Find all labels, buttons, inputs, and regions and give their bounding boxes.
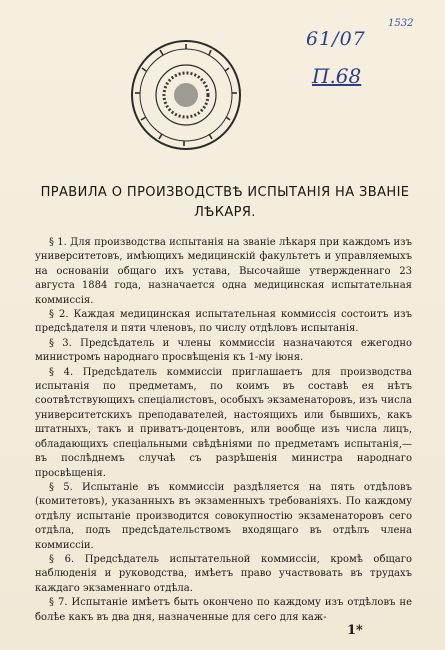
handwritten-inventory-mark: П.68 [312,64,362,88]
handwritten-catalog-number: 1532 [388,18,414,29]
document-body [35,236,412,625]
paragraph-7: § 7. Испытаніе имѣетъ быть окончено по каждому изъ отдѣловъ не болѣе какъ въ два дня, назначенные для сего для каж- [35,597,412,623]
paragraph-2: § 2. Каждая медицинская испытательная коммиссія состоитъ изъ предсѣдателя и пяти членовъ, по числу отдѣловъ испытанія. [35,309,412,335]
paragraph-6: § 6. Предсѣдатель испытательной коммиссіи, кромѣ общаго наблюденія и руководства, имѣетъ право участвовать въ трудахъ каждаго экзаменнаго отдѣла. [35,553,412,594]
handwritten-shelf-mark: 61/07 [306,28,366,50]
paragraph-5: § 5. Испытаніе въ коммиссіи раздѣляется на пять отдѣловъ (комитетовъ), указанныхъ въ экзаменныхъ требованіяхъ. По каждому отдѣлу испытаніе производится совокупностію экзаменаторовъ сего отдѣла, подъ предсѣдательствомъ входящаго въ отдѣлъ члена коммиссіи. [35,481,412,551]
paragraph-3: § 3. Предсѣдатель и члены коммиссіи назначаются ежегодно министромъ народнаго просвѣщенія къ 1-му іюня. [35,337,412,364]
page-number: 1* [347,623,363,638]
paragraph-4: § 4. Предсѣдатель коммиссіи приглашаетъ для производства испытанія по предметамъ, по коимъ въ составѣ ея нѣтъ соотвѣтствующихъ спеціалистовъ, особыхъ экзаменаторовъ, изъ числа университетскихъ преподавателей, настоящихъ или бывшихъ, какъ штатныхъ, такъ и приватъ-доцентовъ, или вообще изъ числа лицъ, обладающихъ спеціальными свѣдѣніями по предметамъ испытанія,— въ послѣднемъ случаѣ съ разрѣшенія министра народнаго просвѣщенія. [35,366,412,479]
paragraph-1: § 1. Для производства испытанія на званіе лѣкаря при каждомъ изъ университетовъ, имѣющихъ медицинскій факультетъ и управляемыхъ на основаніи общаго ихъ устава, Высочайше утвержденнаго 23 августа 1884 года, назначается одна медицинская испытательная коммиссія. [35,237,412,306]
library-stamp [126,35,246,155]
document-title: ПРАВИЛА О ПРОИЗВОДСТВѢ ИСПЫТАНІЯ НА ЗВАНІЕ ЛѢКАРЯ. [40,185,410,220]
